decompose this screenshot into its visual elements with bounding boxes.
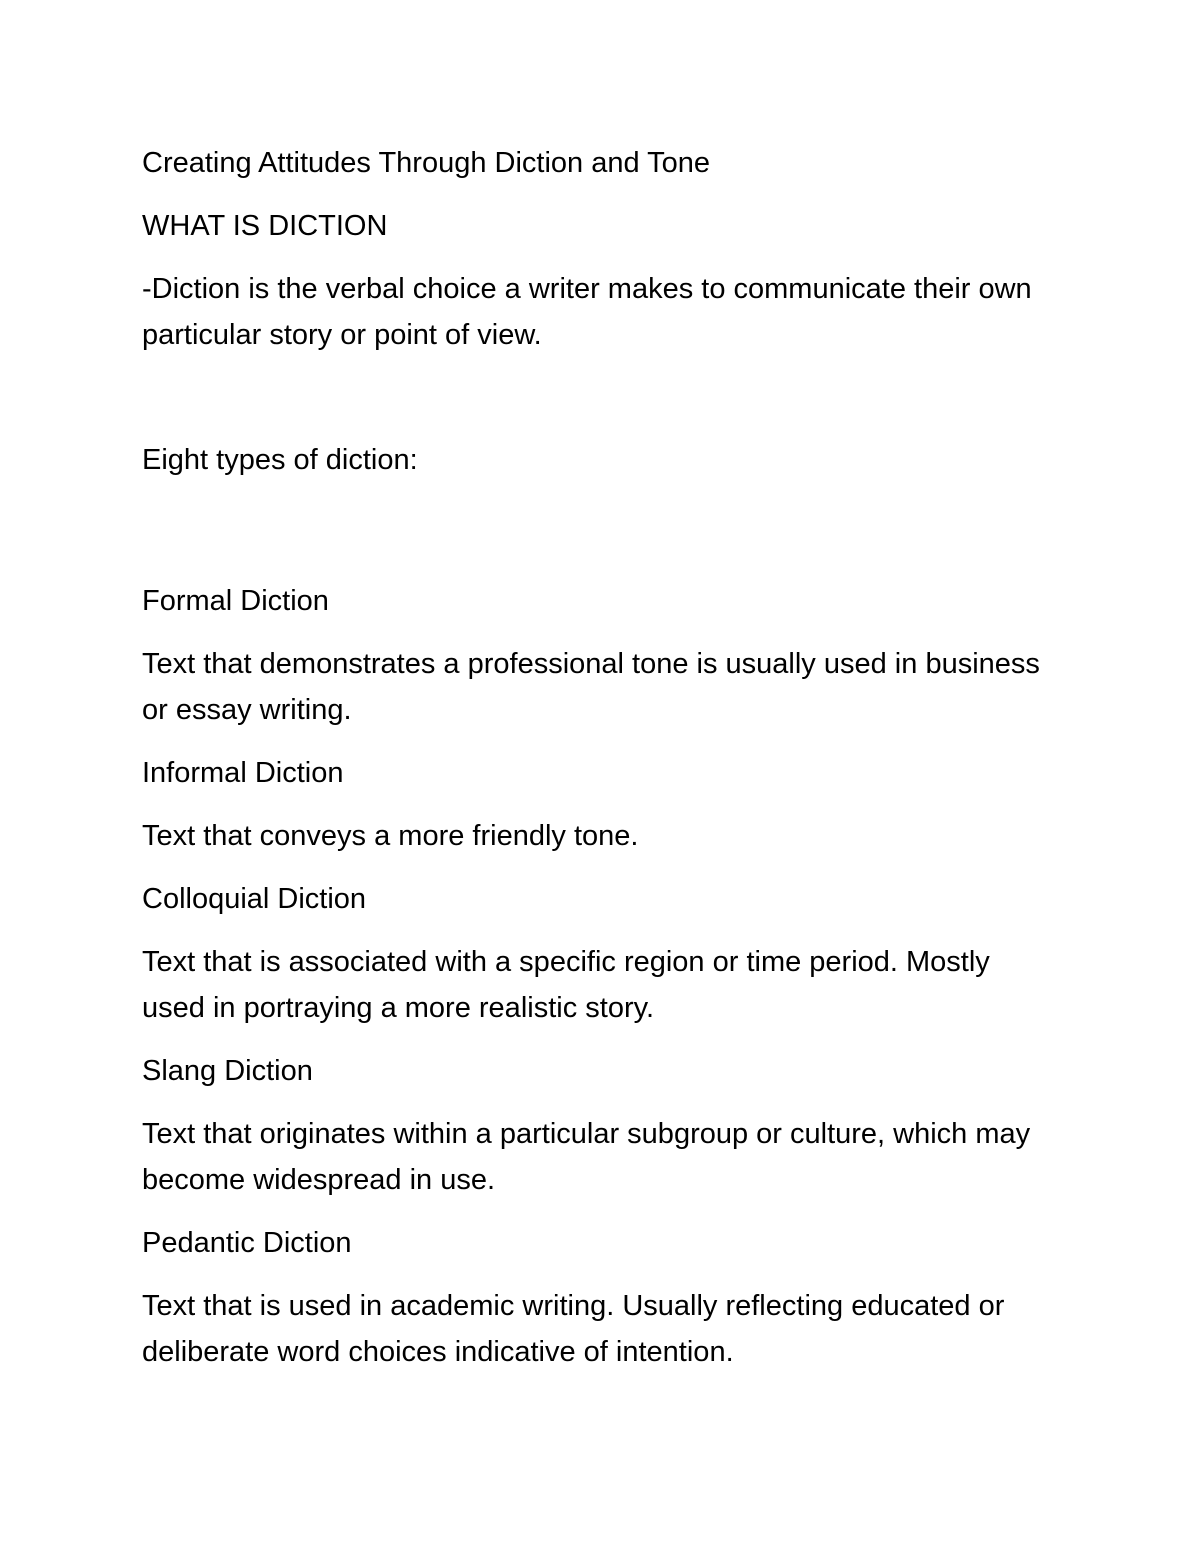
spacer xyxy=(142,375,1042,437)
type-name-formal: Formal Diction xyxy=(142,585,329,617)
document-body xyxy=(142,140,1042,1392)
definition-paragraph: -Diction is the verbal choice a writer makes to communicate their own particular story or point of view. xyxy=(142,273,1032,351)
types-intro: Eight types of diction: xyxy=(142,444,418,476)
type-name-informal: Informal Diction xyxy=(142,757,344,789)
document-title: Creating Attitudes Through Diction and Tone xyxy=(142,147,711,179)
type-description-pedantic: Text that is used in academic writing. Usually reflecting educated or deliberate word choices indicative of intention. xyxy=(142,1290,1005,1368)
spacer xyxy=(142,500,1042,578)
type-name-slang: Slang Diction xyxy=(142,1055,313,1087)
type-description-colloquial: Text that is associated with a specific region or time period. Mostly used in portraying a more realistic story. xyxy=(142,946,990,1024)
type-description-informal: Text that conveys a more friendly tone. xyxy=(142,820,639,852)
type-description-slang: Text that originates within a particular subgroup or culture, which may become widespread in use. xyxy=(142,1118,1031,1196)
type-name-colloquial: Colloquial Diction xyxy=(142,883,367,915)
type-name-pedantic: Pedantic Diction xyxy=(142,1227,352,1259)
type-description-formal: Text that demonstrates a professional tone is usually used in business or essay writing. xyxy=(142,648,1040,726)
section-heading: WHAT IS DICTION xyxy=(142,210,388,242)
